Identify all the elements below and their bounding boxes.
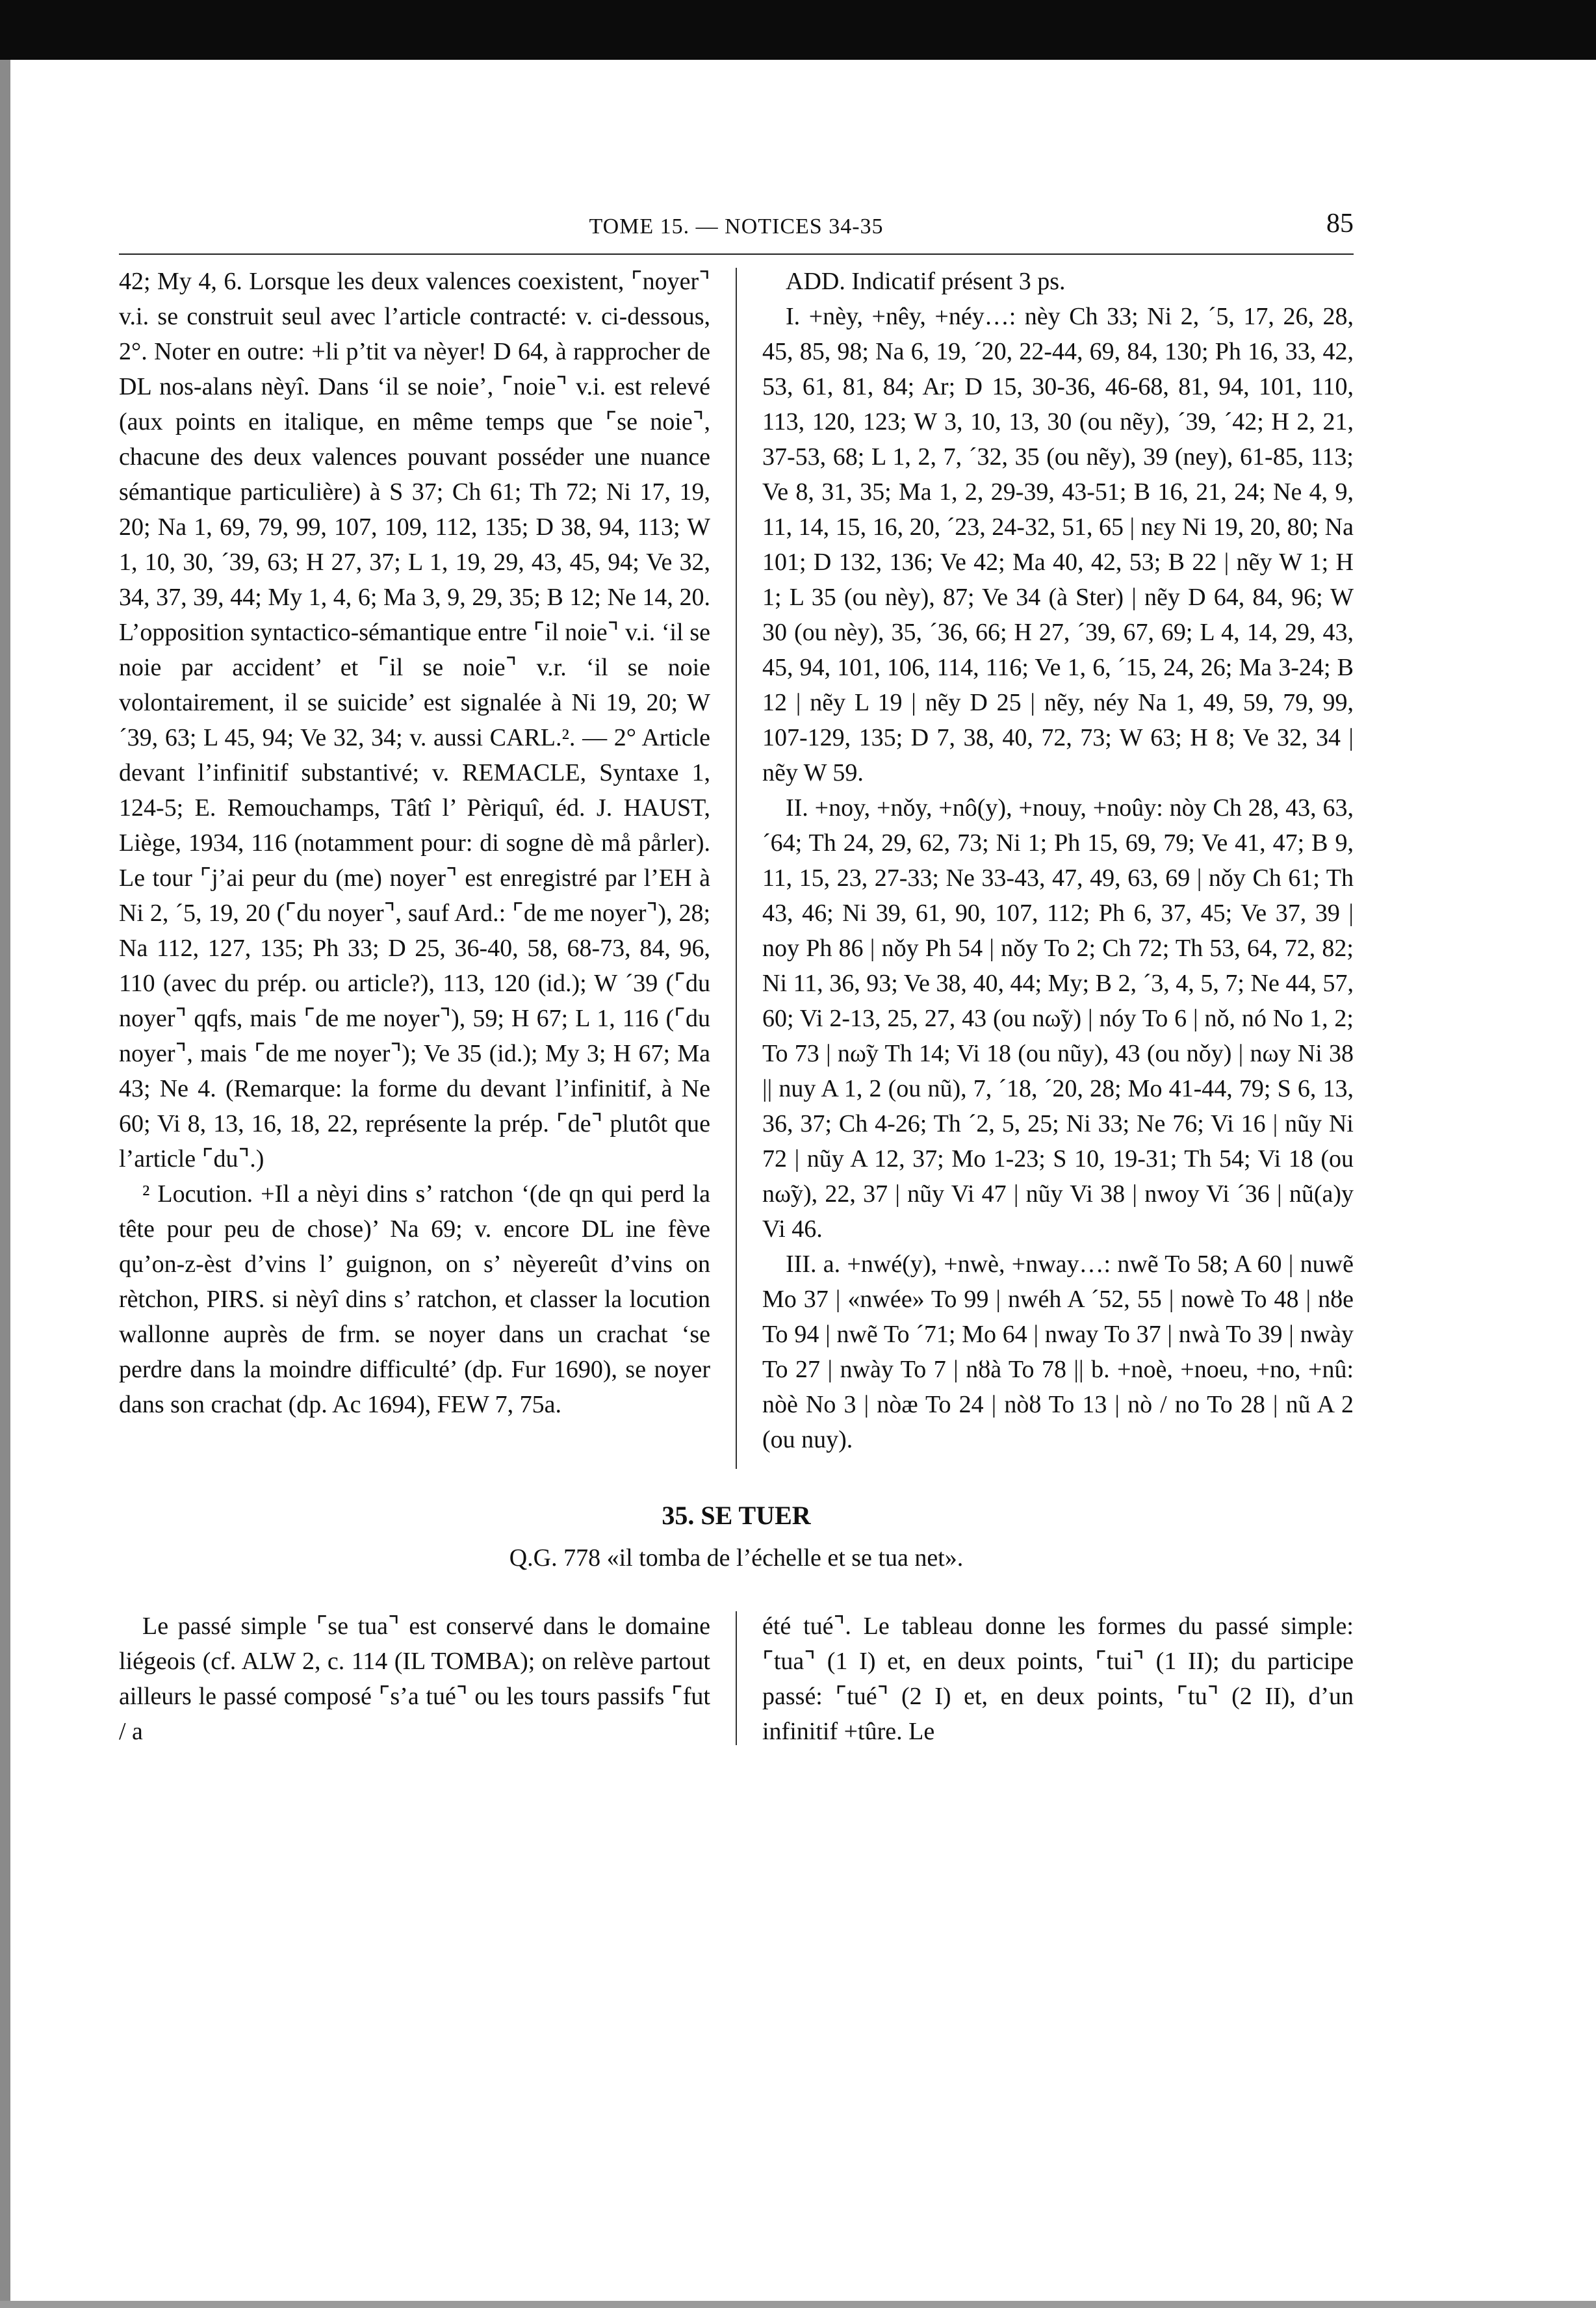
scan-bottom-edge	[0, 2301, 1596, 2308]
left-column	[119, 264, 710, 1457]
right-column	[762, 264, 1354, 1457]
scan-left-edge	[0, 60, 10, 2302]
left-paragraph-1: 42; My 4, 6. Lorsque les deux valences coexistent, ⌜noyer⌝ v.i. se construit seul avec l’article contracté: v. ci-dessous, 2°. Noter en outre: +li p’tit va nèyer! D 64, à rapprocher de DL nos-alans nèyî. Dans ‘il se noie’, ⌜noie⌝ v.i. est relevé (aux points en italique, en même temps que ⌜se noie⌝, chacune des deux valences pouvant posséder une nuance sémantique particulière) à S 37; Ch 61; Th 72; Ni 17, 19, 20; Na 1, 69, 79, 99, 107, 109, 112, 135; D 38, 94, 113; W 1, 10, 30, ´39, 63; H 27, 37; L 1, 19, 29, 43, 45, 94; Ve 32, 34, 37, 39, 44; My 1, 4, 6; Ma 3, 9, 29, 35; B 12; Ne 14, 20. L’opposition syntactico-sémantique entre ⌜il noie⌝ v.i. ‘il se noie par accident’ et ⌜il se noie⌝ v.r. ‘il se noie volontairement, il se suicide’ est signalée à Ni 19, 20; W ´39, 63; L 45, 94; Ve 32, 34; v. aussi CARL.². — 2° Article devant l’infinitif substantivé; v. REMACLE, Syntaxe 1, 124-5; E. Remouchamps, Tâtî l’ Pèriquî, éd. J. HAUST, Liège, 1934, 116 (notamment pour: di sogne dè må pårler). Le tour ⌜j’ai peur du (me) noyer⌝ est enregistré par l’EH à Ni 2, ´5, 19, 20 (⌜du noyer⌝, sauf Ard.: ⌜de me noyer⌝), 28; Na 112, 127, 135; Ph 33; D 25, 36-40, 58, 68-73, 84, 96, 110 (avec du prép. ou article?), 113, 120 (id.); W ´39 (⌜du noyer⌝ qqfs, mais ⌜de me noyer⌝), 59; H 67; L 1, 116 (⌜du noyer⌝, mais ⌜de me noyer⌝); Ve 35 (id.); My 3; H 67; Ma 43; Ne 4. (Remarque: la forme du devant l’infinitif, à Ne 60; Vi 8, 13, 16, 18, 22, représente la prép. ⌜de⌝ plutôt que l’article ⌜du⌝.)	[119, 268, 710, 1173]
right-paragraph-i: I. +nèy, +nêy, +néy…: nèy Ch 33; Ni 2, ´5, 17, 26, 28, 45, 85, 98; Na 6, 19, ´20, 22-44, 69, 84, 130; Ph 16, 33, 42, 53, 61, 81, 84; Ar; D 15, 30-36, 46-68, 81, 94, 101, 110, 113, 120, 123; W 3, 10, 13, 30 (ou nẽy), ´39, ´42; H 2, 21, 37-53, 68; L 1, 2, 7, ´32, 35 (ou nẽy), 39 (ney), 61-85, 113; Ve 8, 31, 35; Ma 1, 2, 29-39, 43-51; B 16, 21, 24; Ne 4, 9, 11, 14, 15, 16, 20, ´23, 24-32, 51, 65 | nεy Ni 19, 20, 80; Na 101; D 132, 136; Ve 42; Ma 40, 42, 53; B 22 | nẽy W 1; H 1; L 35 (ou nèy), 87; Ve 34 (à Ster) | nẽy D 64, 84, 96; W 30 (ou nèy), 35, ´36, 66; H 27, ´39, 67, 69; L 4, 14, 29, 43, 45, 94, 101, 106, 114, 116; Ve 1, 6, ´15, 24, 26; Ma 3-24; B 12 | nẽy L 19 | nẽy D 25 | nẽy, néy Na 1, 49, 59, 79, 99, 107-129, 135; D 7, 38, 40, 72, 73; W 63; H 8; Ve 32, 34 | nẽy W 59.	[762, 303, 1354, 786]
scan-top-band	[0, 0, 1596, 60]
right-paragraph-add: ADD. Indicatif présent 3 ps.	[786, 268, 1066, 295]
bottom-left-column	[119, 1609, 710, 1749]
footnote-2: ² Locution. +Il a nèyi dins s’ ratchon ‘(de qn qui perd la tête pour peu de chose)’ Na 69; v. encore DL ine fève qu’on-z-èst d’vins l’ guignon, on s’ nèyereût d’vins on rètchon, PIRS. si nèyî dins s’ ratchon, et classer la locution wallonne auprès de frm. se noyer dans un crachat ‘se perdre dans la moindre difficulté’ (dp. Fur 1690), se noyer dans son crachat (dp. Ac 1694), FEW 7, 75a.	[119, 1180, 710, 1418]
bottom-right-column	[762, 1609, 1354, 1749]
column-divider-bottom	[736, 1611, 737, 1745]
bottom-right-paragraph: été tué⌝. Le tableau donne les formes du passé simple: ⌜tua⌝ (1 I) et, en deux points, ⌜tui⌝ (1 II); du participe passé: ⌜tué⌝ (2 I) et, en deux points, ⌜tu⌝ (2 II), d’un infinitif +tûre. Le	[762, 1613, 1354, 1745]
two-column-body	[119, 264, 1354, 1457]
page-number: 85	[1326, 209, 1354, 239]
right-paragraph-ii: II. +noy, +nǒy, +nô(y), +nouy, +noûy: nòy Ch 28, 43, 63, ´64; Th 24, 29, 62, 73; Ni 1; Ph 15, 69, 79; Ve 41, 47; B 9, 11, 15, 23, 27-33; Ne 33-43, 47, 49, 63, 69 | nǒy Ch 61; Th 43, 46; Ni 39, 61, 90, 107, 112; Ph 6, 37, 45; Ve 37, 39 | noy Ph 86 | nǒy Ph 54 | nǒy To 2; Ch 72; Th 53, 64, 72, 82; Ni 11, 36, 93; Ve 38, 40, 44; My; B 2, ´3, 4, 5, 7; Ne 44, 57, 60; Vi 2-13, 25, 27, 43 (ou nω̃y) | nóy To 6 | nǒ, nó No 1, 2; To 73 | nω̃y Th 14; Vi 18 (ou nũy), 43 (ou nǒy) | nωy Ni 38 || nuy A 1, 2 (ou nũ), 7, ´18, ´20, 28; Mo 41-44, 79; S 6, 13, 36, 37; Ch 4-26; Th ´2, 5, 25; Ni 33; Ne 76; Vi 16 | nũy Ni 72 | nũy A 12, 37; Mo 1-23; S 10, 19-31; Th 54; Vi 18 (ou nω̃y), 22, 37 | nũy Vi 47 | nũy Vi 38 | nwoy Vi ´36 | nũ(a)y Vi 46.	[762, 794, 1354, 1243]
running-title: TOME 15. — NOTICES 34-35	[589, 214, 884, 239]
right-paragraph-iii: III. a. +nwé(y), +nwè, +nway…: nwẽ To 58; A 60 | nuwẽ Mo 37 | «nwée» To 99 | nwéh A ´52, 55 | nowè To 48 | nȣe To 94 | nwẽ To ´71; Mo 64 | nway To 37 | nwà To 39 | nwày To 27 | nwày To 7 | nȣà To 78 || b. +noè, +noeu, +no, +nû: nòè No 3 | nòæ To 24 | nòȣ To 13 | nò / no To 28 | nũ A 2 (ou nuy).	[762, 1251, 1354, 1453]
page-header	[119, 208, 1354, 255]
document-page	[119, 208, 1354, 1749]
column-divider	[736, 268, 737, 1469]
two-column-section-body	[119, 1609, 1354, 1749]
section-title: 35. SE TUER	[662, 1501, 811, 1530]
section-subtitle: Q.G. 778 «il tomba de l’échelle et se tua net».	[509, 1544, 964, 1572]
bottom-left-paragraph: Le passé simple ⌜se tua⌝ est conservé dans le domaine liégeois (cf. ALW 2, c. 114 (IL TOMBA); on relève partout ailleurs le passé composé ⌜s’a tué⌝ ou les tours passifs ⌜fut / a	[119, 1613, 710, 1745]
